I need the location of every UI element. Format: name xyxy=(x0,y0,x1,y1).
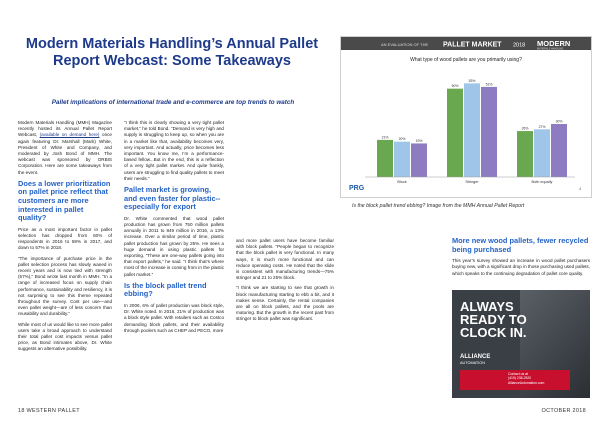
bar-both-equally-2017 xyxy=(534,129,550,177)
bar-block-2016 xyxy=(377,140,393,177)
article-title: Modern Materials Handling’s Annual Pallet Report Webcast: Some Takeaways xyxy=(25,36,319,69)
paragraph: This year’s survey showed an increase in wood pallet purchasers buying new, with a significant drop in those purchasing used pallets, which speaks to the continuing degradation of pallet core quality. xyxy=(452,258,590,276)
ad-contact-label: Contact us at xyxy=(508,372,528,376)
footer-left: 18 WESTERN PALLET xyxy=(18,408,80,414)
article-subtitle: Pallet implications of international trade and e-commerce are top trends to watch xyxy=(51,99,295,106)
data-label: 50% xyxy=(451,84,459,89)
banner-year: 2018 xyxy=(513,42,526,49)
data-label: 51% xyxy=(485,82,493,87)
ad-brand-2: AUTOMATION xyxy=(460,361,485,365)
ad-headline-2: READY TO xyxy=(460,312,527,327)
banner-brand: MODERN xyxy=(537,39,571,48)
data-label: 27% xyxy=(538,124,546,129)
x-tick-label: Stringer xyxy=(465,180,479,184)
bar-chart xyxy=(341,37,591,197)
advertisement[interactable] xyxy=(452,290,590,398)
data-label: 19% xyxy=(415,138,423,143)
chart-title: What type of wood pallets are you primarily using? xyxy=(410,57,522,63)
ad-brand xyxy=(460,354,490,366)
section-heading: Does a lower prioritization on pallet price reflect that customers are more interested in pallet quality? xyxy=(18,178,111,223)
paragraph: While most of us would like to see more pallet users take a broad approach to understand their total pallet cost impacts versus pallet price, as Bond intimates above, Dr. White suggests an alternative possibility. xyxy=(18,321,112,352)
text: once again featuring Dr. Marshall (Mark) White, President of White and Company, and moderated by Josh Bond of MMH. The webcast was sponsored by ORBIS Corporation. Here are some takeaways from the event. xyxy=(18,132,112,175)
bar-block-2017 xyxy=(394,142,410,177)
bar-both-equally-2018 xyxy=(551,124,567,177)
paragraph: Price as a most important factor in pallet selection has dropped from 60% of respondents in 2016 to 59% in 2017, and down to 57% in 2018. xyxy=(18,226,112,251)
column-4 xyxy=(452,234,590,281)
banner-center-text: PALLET MARKET xyxy=(443,41,502,49)
x-tick-label: Block xyxy=(397,180,407,184)
bar-block-2018 xyxy=(411,143,427,177)
text: Modern Materials Handling (MMH) Magazine recently hosted its Annual Pallet Report Webcast, xyxy=(18,120,112,138)
footer-right: OCTOBER 2018 xyxy=(541,408,586,414)
ad-headline-1: ALWAYS xyxy=(460,299,514,314)
ad-brand-1: ALLIANCE xyxy=(460,354,491,360)
data-label: 30% xyxy=(555,119,563,124)
paragraph: In 2006, 6% of pallet production was block style, Dr. White noted. In 2016, 21% of production was a block style pallet. With retailers such as Costco demanding block pallets, and their availability through poolers such as CHEP and PECO, more xyxy=(124,303,224,333)
banner-brand-sub: MATERIALS HANDLING xyxy=(537,47,564,51)
webcast-link[interactable]: (available on demand here) xyxy=(39,132,100,138)
banner-left-text: AN EVALUATION OF THE xyxy=(381,42,429,47)
chart-image xyxy=(340,36,592,198)
paragraph: “The importance of purchase price in the pallet selection process has slowly waned in recent years and is now tied with strength (57%),” Bond wrote last month in MMH. “In a range of increased focus on supply chain performance, sustainability and resiliency, it is not surprising to see this theme repeated throughout the survey. Cost per use—and even pallet weight—are of less concern than reusability and durability.” xyxy=(18,255,112,317)
ad-website: AllianceAutomation.com xyxy=(508,380,545,385)
x-tick-label: Both equally xyxy=(531,180,553,184)
data-label: 21% xyxy=(381,135,389,140)
column-2 xyxy=(124,120,224,338)
paragraph: “I think we are starting to see that growth in block manufacturing starting to ebb a bit, and it makes sense. Certainly, the rental companies are all on block pallets, and the pools are maturing. But the growth in the recent past from stringer to block pallet was significant. xyxy=(236,285,334,322)
section-heading: Is the block pallet trend ebbing? xyxy=(124,280,207,299)
paragraph xyxy=(18,120,112,176)
bar-stringer-2017 xyxy=(464,83,480,177)
bar-both-equally-2016 xyxy=(517,131,533,177)
chart-bars xyxy=(377,79,567,184)
chart-page-number: 4 xyxy=(579,186,582,191)
prg-logo: PRG xyxy=(349,185,365,192)
paragraph: “I think this is clearly showing a very tight pallet market,” he told Bond. “Demand is very high and supply is struggling to keep up, so when you are in a market like that, availability becomes very, very important. And actually, price becomes less important. You know me, I’m a performance-based fellow...But in the end, this is a reflection of a very tight pallet market. And quite frankly, users are struggling to find quality pallets to meet their needs.” xyxy=(124,120,224,181)
data-label: 53% xyxy=(468,78,476,83)
column-1 xyxy=(18,120,112,357)
chart-caption: Is the block pallet trend ebbing? Image from the MMH Annual Pallet Report xyxy=(352,203,525,209)
ad-contact-band xyxy=(460,370,570,390)
bar-stringer-2016 xyxy=(447,89,463,177)
data-label: 20% xyxy=(398,137,406,142)
column-3 xyxy=(236,238,334,327)
data-label: 26% xyxy=(521,126,529,131)
ad-headline-3: CLOCK IN. xyxy=(460,325,527,340)
ad-phone: (419) 238-2520 xyxy=(508,376,532,381)
bar-stringer-2018 xyxy=(481,87,497,177)
paragraph: Dr. White commented that wood pallet production has grown from 750 million pallets annually in 2011 to 849 million in 2016, a 13% increase. Over a similar period of time, plastic pallet production has grown by 25%. He sees a huge demand in using plastic pallets for exporting. “These are one-way pallets going into that export pallets,” he said. “I think that’s where most of the increase is coming from in the plastic pallet market.” xyxy=(124,215,224,277)
section-heading: Pallet market is growing, and even faster for plastic--especially for export xyxy=(124,185,221,212)
section-heading: More new wood pallets, fewer recycled being purchased xyxy=(452,236,589,254)
paragraph: and more pallet users have become familiar with block pallets. “People began to recognize that the block pallet is very functional. In many ways, it is much more functional and can reduce operating costs. He noted that the slide is consistent with manufacturing trends—75% stringer and 21 to 25% block. xyxy=(236,238,334,281)
